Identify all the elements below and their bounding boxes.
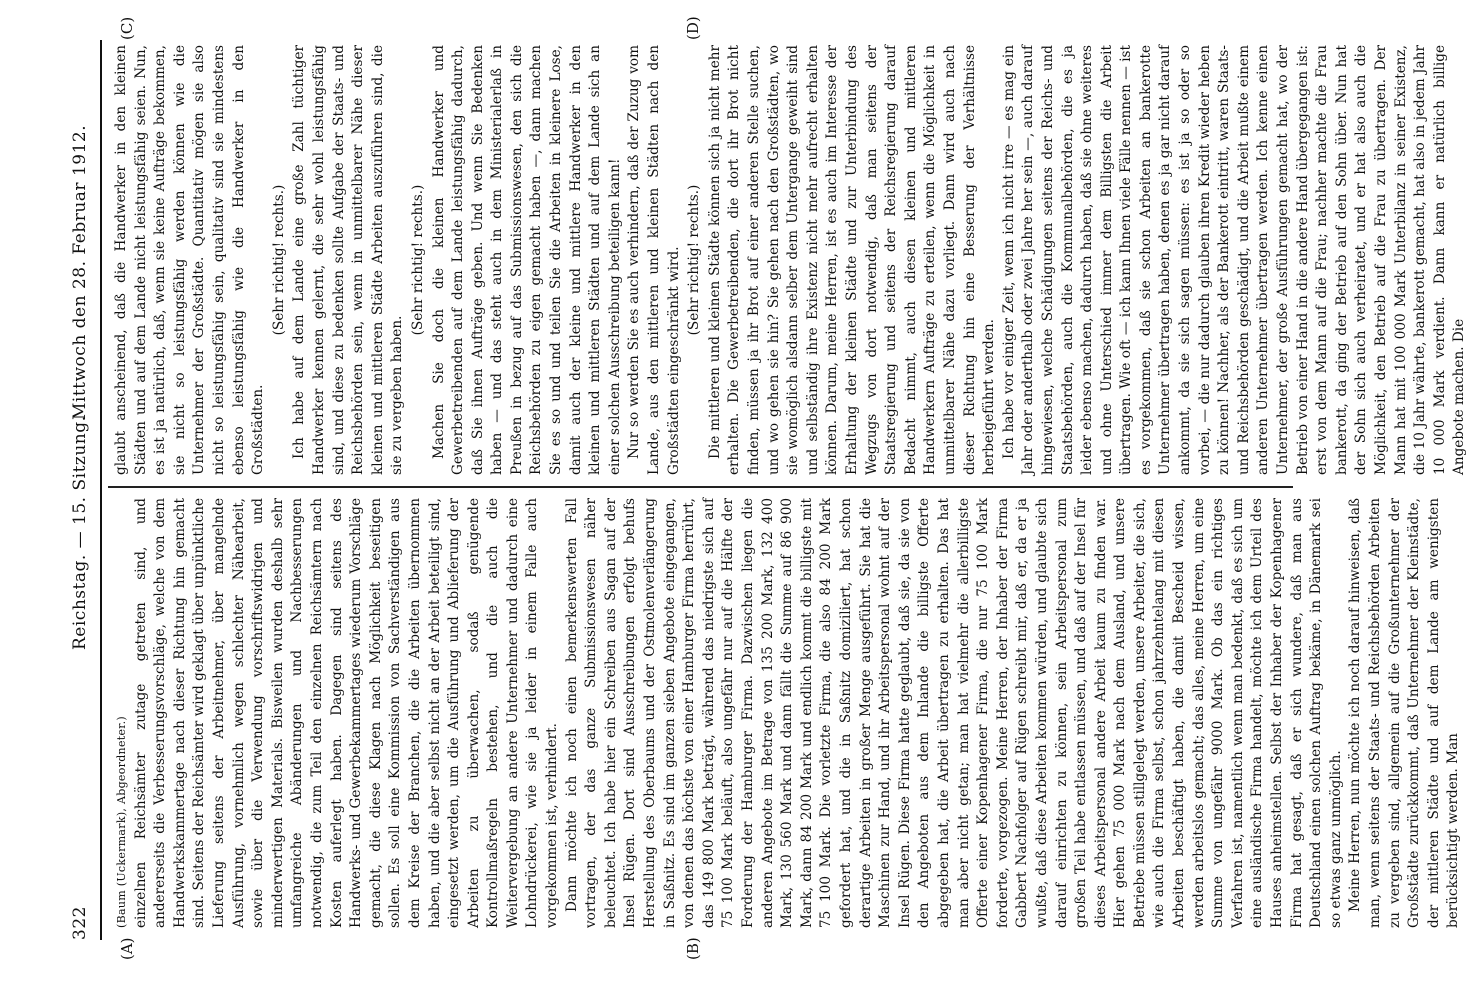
paragraph: Ich habe vor einiger Zeit, wenn ich nicht irre — es mag ein Jahr oder anderthalb oder zwei Jahre her sein —, auch darauf hingewiesen, welche Schädigungen seitens der Reichs- und Staatsbehörden, auch die Kommunalbehörden, die es ja leider ebenso machen, dadurch haben, daß sie ohne weiteres und ohne Unterschied immer dem Billigsten die Arbeit übertragen. Wie oft — ich kann Ihnen viele Fälle nennen — ist es vorgekommen, daß sie schon Arbeiten an bankerotte Unternehmer übertragen haben, denen es ja gar nicht darauf ankommt, da sie sich sagen müssen: es ist ja so oder so vorbei, — die nur dadurch glauben ihren Kredit wieder heben zu können! Nachher, als der Bankerott eintritt, waren Staats- und Reichsbehörden geschädigt, und die Arbeit mußte einem anderen Unternehmer übertragen werden. Ich kenne einen Unternehmer, der große Ausführungen gemacht hat, wo der Betrieb von einer Hand in die andere Hand übergegangen ist: erst von dem Mann auf die Frau; nachher machte die Frau bankerott, da ging der Betrieb auf den Sohn über. Nun hat der Sohn sich auch verheiratet, und er hat also auch die Möglichkeit, den Betrieb auf die Frau zu übertragen. Der Mann hat mit 100 000 Mark Unterbilanz in seiner Existenz, die 10 Jahr währte, bankerott gemacht, hat also in jedem Jahr 10 000 Mark verdient. Dann kann er natürlich billige Angebote machen. Die — [1000, 45, 1468, 475]
margin-mark-b: (B) — [684, 937, 702, 960]
page-number: 322 — [70, 906, 90, 940]
margin-mark-c: (C) — [118, 16, 136, 40]
session-title: Reichstag. — 15. Sitzung. — [70, 415, 90, 650]
running-head — [70, 40, 100, 940]
paragraph: Nur so werden Sie es auch verhindern, daß der Zuzug vom Lande, aus den mittleren und kleinen Städten nach den Großstädten eingeschränkt wird. — [626, 45, 682, 475]
margin-mark-a: (A) — [118, 937, 136, 960]
paragraph: Die mittleren und kleinen Städte können sich ja nicht mehr erhalten. Die Gewerbetreibenden, die dort ihr Brot nicht finden, müssen ja ihr Brot auf einer anderen Stelle suchen, und wo gehen sie hin? Sie gehen nach den Großstädten, wo sie womöglich alsdann selber dem Untergange geweiht sind und selbständig ihre Existenz nicht mehr aufrecht erhalten können. Darum, meine Herren, ist es auch im Interesse der Erhaltung der kleinen Städte und zur Unterbindung des Wegzugs von dort notwendig, daß man seitens der Staatsregierung und seitens der Reichsregierung darauf Bedacht nimmt, auch diesen kleinen und mittleren Handwerkern Aufträge zu erteilen, wenn die Möglichkeit in unmittelbarer Nähe dazu vorliegt. Dann wird auch nach dieser Richtung hin eine Besserung der Verhältnisse herbeigeführt werden. — [706, 45, 998, 475]
interjection: (Sehr richtig! rechts.) — [686, 184, 703, 336]
interjection: (Sehr richtig! rechts.) — [409, 184, 426, 336]
speaker-tag: (Baum (Uckermark), Abgeordneter.) — [115, 715, 128, 928]
paragraph: Machen Sie doch die kleinen Handwerker und Gewerbetreibenden auf dem Lande leistungsfähig dadurch, daß Sie ihnen Aufträge geben. Und wenn Sie Bedenken haben — und das steht auch in dem Ministerialerlaß in Preußen in bezug auf das Submissionswesen, den sich die Reichsbehörden zu eigen gemacht haben —, dann machen Sie es so und und teilen Sie die Arbeiten in kleinere Lose, damit auch der kleine und mittlere Handwerker in den kleinen und mittleren Städten und auf dem Lande sich an einer solchen Ausschreibung beteiligen kann! — [430, 45, 623, 475]
paragraph: Ich habe auf dem Lande eine große Zahl tüchtiger Handwerker kennen gelernt, die sehr wohl leistungsfähig sind, und diese zu bedenken sollte Aufgabe der Staats- und Reichsbehörden sein, wenn in unmittelbarer Nähe dieser kleinen und mittleren Städte Arbeiten auszuführen sind, die sie zu vergeben haben. — [291, 45, 406, 475]
header-rule — [100, 40, 102, 940]
right-column — [112, 45, 1468, 475]
paragraph: Meine Herren, nun möchte ich noch darauf hinweisen, daß man, wenn seitens der Staats- und Reichsbehörden Arbeiten zu vergeben sind, allgemein auf die Großunternehmer der Großstädte zurückkommt, daß Unternehmer der Kleinstädte, der mittleren Städte und auf dem Lande am wenigsten berücksichtigt werden. Man — [1347, 498, 1462, 928]
paragraph: glaubt anscheinend, daß die Handwerker in den kleinen Städten und auf dem Lande nicht leistungsfähig seien. Nun, es ist ja natürlich, daß, wenn sie keine Aufträge bekommen, sie nicht so leistungsfähig werden können wie die Unternehmer der Großstädte. Quantitativ mögen sie also nicht so leistungsfähig sein, qualitativ sind sie mindestens ebenso leistungsfähig wie die Handwerker in den Großstädten. — [113, 45, 267, 475]
interjection: (Sehr richtig! rechts.) — [270, 184, 287, 336]
paragraph: einzelnen Reichsämter zutage getreten sind, und andererseits die Verbesserungsvorschläge, welche von dem Handwerkskammertage nach dieser Richtung hin gemacht sind. Seitens der Reichsämter wird geklagt über unpünktliche Lieferung seitens der Arbeitnehmer, über mangelnde Ausführung, vornehmlich wegen schlechter Nähearbeit, sowie über die Verwendung vorschriftswidrigen und minderwertigen Materials. Bisweilen wurden deshalb sehr umfangreiche Abänderungen und Nachbesserungen notwendig, die zum Teil den einzelnen Reichsämtern nach Kosten auferlegt haben. Dagegen sind seitens des Handwerks- und Gewerbekammertages wiederum Vorschläge gemacht, die diese Klagen nach Möglichkeit beseitigen sollen. Es soll eine Kommission von Sachverständigen aus dem Kreise der Branchen, die die Arbeiten übernommen haben, und die aber selbst nicht an der Arbeit beteiligt sind, eingesetzt werden, um die Ausführung und Ablieferung der Arbeiten zu überwachen, sodaß genügende Kontrollmaßregeln bestehen, und die auch die Weitervergebung an andere Unternehmer und dadurch eine Lohndrückerei, wie sie ja leider in einem Falle auch vorgekommen ist, verhindert. — [132, 498, 561, 928]
session-date: Mittwoch den 28. Februar 1912. — [70, 124, 90, 420]
column-divider — [108, 486, 1293, 488]
paragraph: Dann möchte ich noch einen bemerkenswerten Fall vortragen, der das ganze Submissionswesen näher beleuchtet. Ich habe hier ein Schreiben aus Sagan auf der Insel Rügen. Dort sind Ausschreibungen erfolgt behufs Herstellung des Oberbaums und der Ostmolenverlängerung in Saßnitz. Es sind im ganzen sieben Angebote eingegangen, von denen das höchste von einer Hamburger Firma herrührt, das 149 800 Mark beträgt, während das niedrigste sich auf 75 100 Mark beläuft, also ungefähr nur auf die Hälfte der Forderung der Hamburger Firma. Dazwischen liegen die anderen Angebote im Betrage von 135 200 Mark, 132 400 Mark, 130 560 Mark und dann fällt die Summe auf 86 900 Mark, dann 84 200 Mark und endlich kommt die billigste mit 75 100 Mark. Die vorletzte Firma, die also 84 200 Mark gefordert hat, und die in Saßnitz domiziliert, hat schon derartige Arbeiten in großer Menge ausgeführt. Sie hat die Maschinen zur Hand, und ihr Arbeitspersonal wohnt auf der Insel Rügen. Diese Firma hatte geglaubt, daß sie, da sie von den Angeboten aus dem Inlande die billigste Offerte abgegeben hat, die Arbeit übertragen zu erhalten. Das hat man aber nicht getan; man hat vielmehr die allerbilligste Offerte einer Kopenhagener Firma, die nur 75 100 Mark forderte, vorgezogen. Meine Herren, der Inhaber der Firma Gabbert Nachfolger auf Rügen schreibt mir, daß er, da er ja wußte, daß diese Arbeiten kommen würden, und glaubte sich darauf einrichten zu können, sein Arbeitspersonal zum großen Teil habe entlassen müssen, und daß auf der Insel für dieses Arbeitspersonal andere Arbeit kaum zu finden war. Hier gehen 75 000 Mark nach dem Ausland, und unsere Betriebe müssen stillgelegt werden, unsere Arbeiter, die sich, wie auch die Firma selbst, schon jahrzehntelang mit diesen Arbeiten beschäftigt haben, die damit Bescheid wissen, werden arbeitslos gemacht; das alles, meine Herren, um eine Summe von ungefähr 9000 Mark. Ob das ein richtiges Verfahren ist, namentlich wenn man bedenkt, daß es sich um eine ausländische Firma handelt, möchte ich dem Urteil des Hauses anheimstellen. Selbst der Inhaber der Kopenhagener Firma hat gesagt, daß er sich wundere, daß man aus Deutschland einen solchen Auftrag bekäme, in Dänemark sei so etwas ganz unmöglich. — [563, 498, 1344, 928]
margin-mark-d: (D) — [684, 16, 702, 40]
left-column — [112, 498, 1462, 928]
